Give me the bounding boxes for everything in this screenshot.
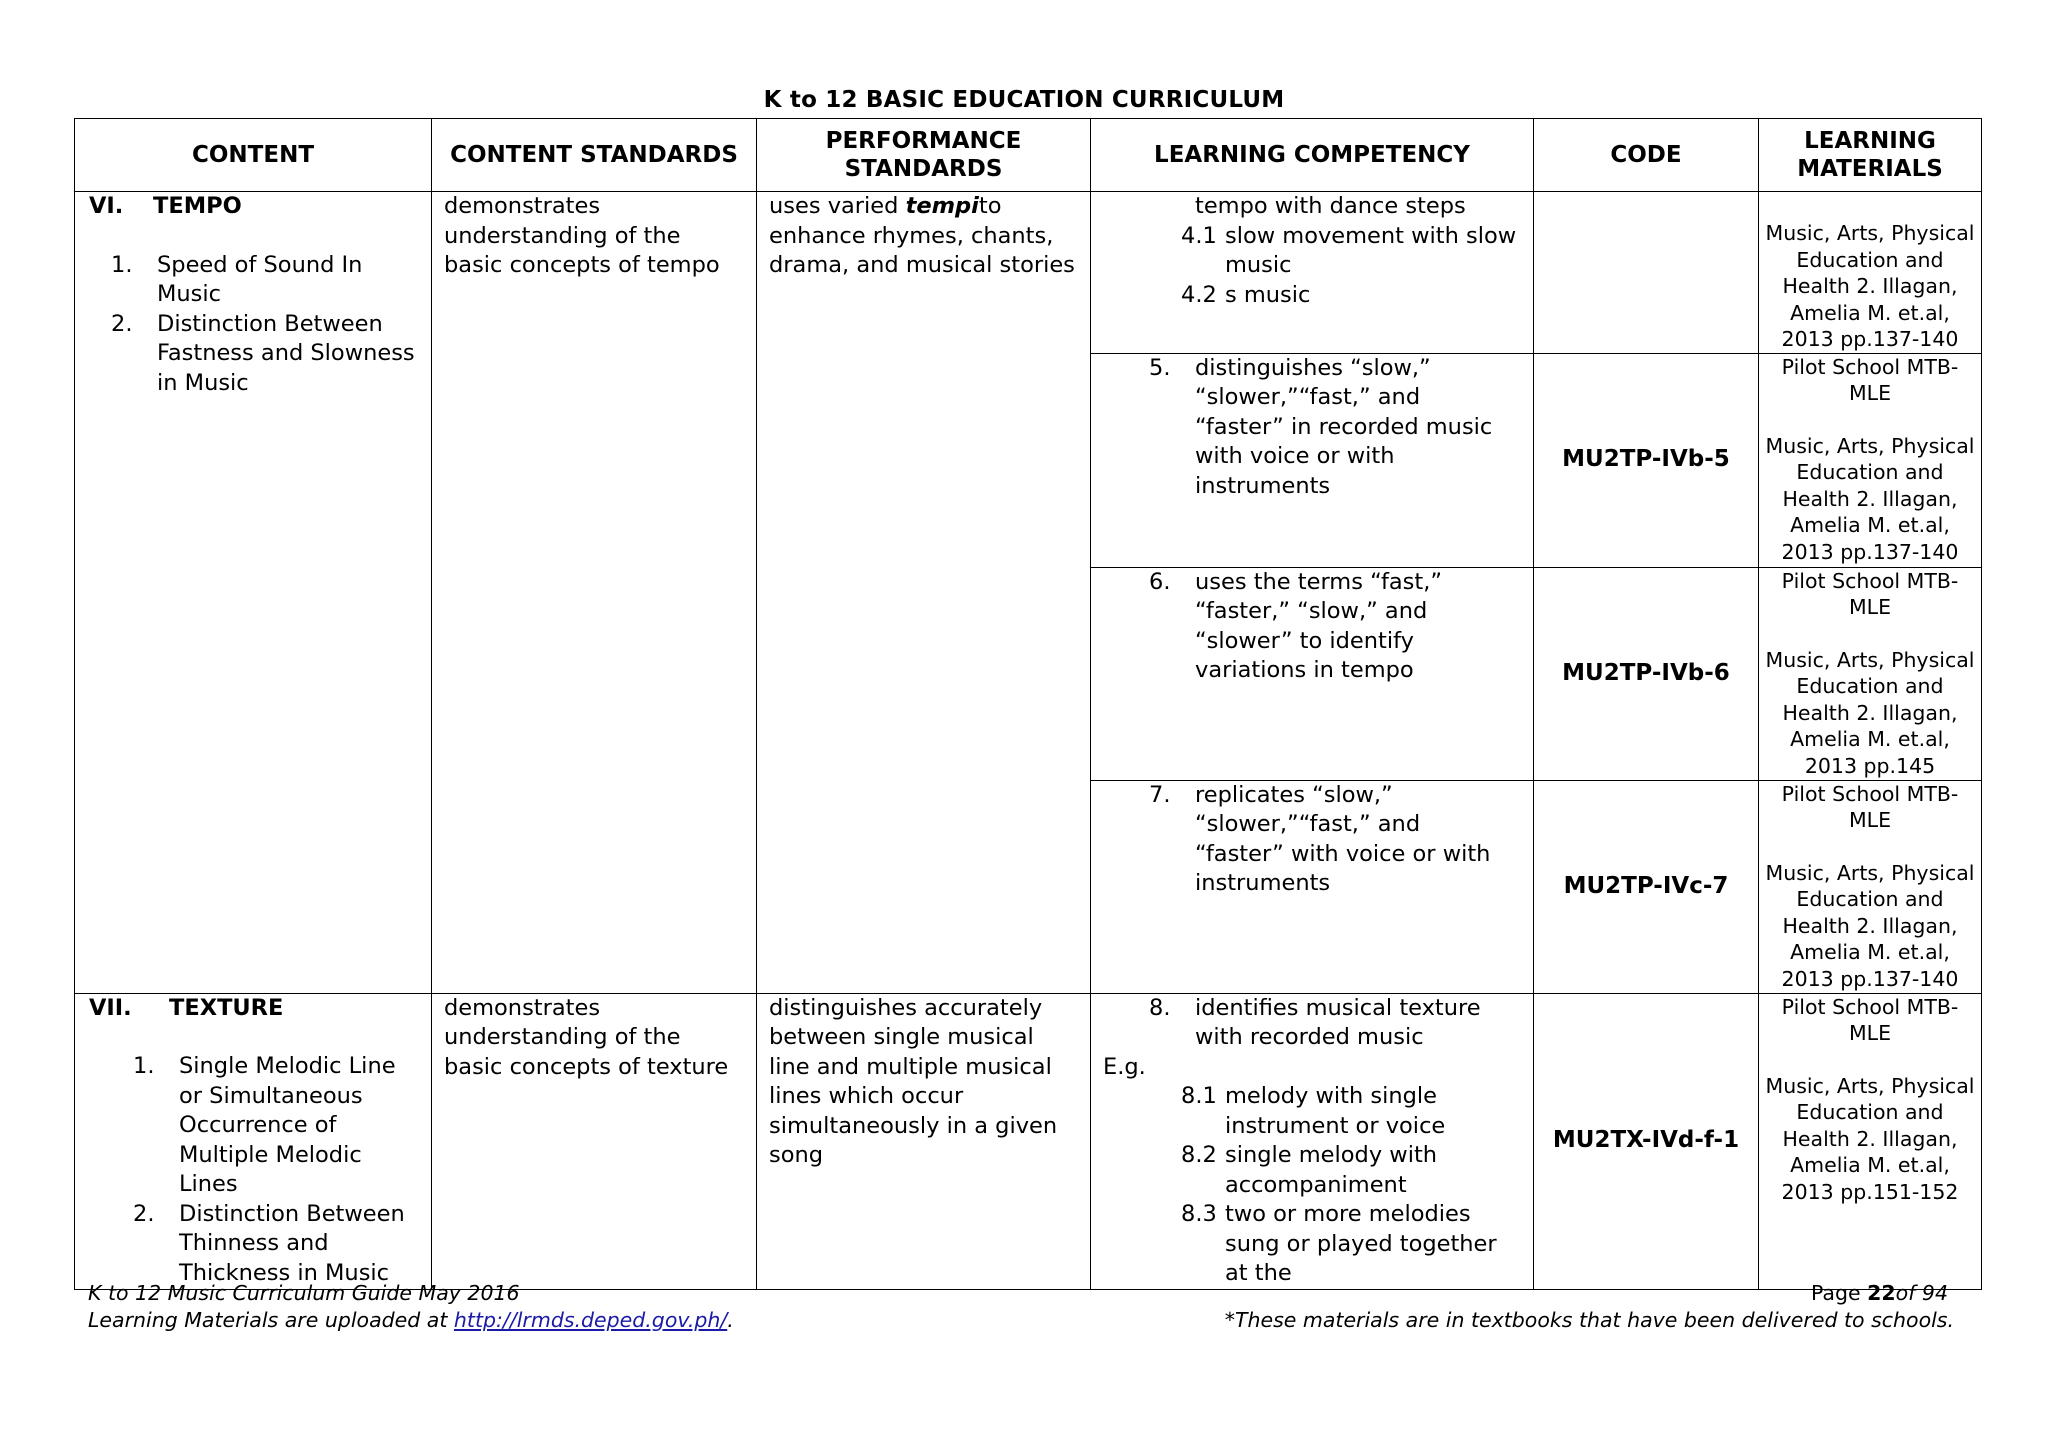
guide-name: K to 12 Music Curriculum Guide May 2016	[88, 1281, 520, 1305]
uploaded-note: Learning Materials are uploaded at http://lrmds.deped.gov.ph/.	[88, 1308, 734, 1332]
list-item: 2. Distinction Between Thinness and Thickness in Music	[133, 1200, 405, 1286]
footer-right	[1225, 1280, 1954, 1334]
topic-list	[89, 251, 419, 399]
content-cell-texture	[75, 993, 432, 1289]
materials-cell: Pilot School MTB- MLE Music, Arts, Physical Education and Health 2. Illagan, Amelia M. et.al, 2013 pp.137-140	[1759, 780, 1982, 993]
sub-competency: 4.2 s music	[1181, 281, 1311, 308]
sub-competency: 8.3 two or more melodies sung or played together at the	[1181, 1201, 1497, 1286]
list-item: 1. Speed of Sound In Music	[111, 251, 363, 307]
materials-cell: Pilot School MTB- MLE Music, Arts, Physical Education and Health 2. Illagan, Amelia M. et.al, 2013 pp.145	[1759, 567, 1982, 780]
competency-cell: tempo with dance steps 4.1 slow movement with slow music 4.2 s music	[1091, 192, 1534, 354]
materials-cell: Pilot School MTB- MLE Music, Arts, Physical Education and Health 2. Illagan, Amelia M. et.al, 2013 pp.151-152	[1759, 993, 1982, 1289]
content-standard-tempo: demonstrates understanding of the basic concepts of tempo	[432, 192, 757, 994]
header-code: CODE	[1534, 119, 1759, 192]
content-standard-texture: demonstrates understanding of the basic concepts of texture	[432, 993, 757, 1289]
section-name: TEMPO	[153, 193, 242, 219]
section-number: VI.	[89, 193, 124, 219]
section-name: TEXTURE	[169, 994, 284, 1021]
header-row	[75, 119, 1982, 192]
example-label: E.g.	[1103, 1053, 1146, 1080]
competency-cell: 8. identifies musical texture with recorded music E.g. 8.1 melody with single instrument or voice 8.2 single melody with accompaniment 8.3 two or more melodies sung or played together at the	[1091, 993, 1534, 1289]
topic-list	[89, 1052, 419, 1288]
code-cell: MU2TP-IVb-6	[1534, 567, 1759, 780]
sub-competency: 4.1 slow movement with slow music	[1181, 222, 1517, 278]
header-learning-materials	[1759, 119, 1982, 192]
lrmds-link[interactable]: http://lrmds.deped.gov.ph/	[453, 1308, 728, 1332]
materials-cell: Pilot School MTB- MLE Music, Arts, Physical Education and Health 2. Illagan, Amelia M. et.al, 2013 pp.137-140	[1759, 353, 1982, 567]
curriculum-table	[74, 118, 1982, 1290]
header-learning-competency: LEARNING COMPETENCY	[1091, 119, 1534, 192]
materials-note: *These materials are in textbooks that have been delivered to schools.	[1224, 1308, 1954, 1332]
sub-competency: 8.2 single melody with accompaniment	[1181, 1142, 1438, 1198]
competency-cell: 7. replicates “slow,” “slower,”“fast,” and “faster” with voice or with instruments	[1091, 780, 1534, 993]
competency-cell: 5. distinguishes “slow,” “slower,”“fast,” and “faster” in recorded music with voice or with instruments	[1091, 353, 1534, 567]
header-content-standards: CONTENT STANDARDS	[432, 119, 757, 192]
section-number: VII.	[89, 994, 132, 1021]
content-cell-tempo	[75, 192, 432, 994]
competency-cell: 6. uses the terms “fast,” “faster,” “slow,” and “slower” to identify variations in tempo	[1091, 567, 1534, 780]
header-performance-line2: STANDARDS	[844, 156, 1003, 182]
code-cell: MU2TP-IVb-5	[1534, 353, 1759, 567]
header-performance-standards	[757, 119, 1091, 192]
table-row	[75, 993, 1982, 1289]
emphasis-tempi: tempi	[905, 193, 979, 219]
code-cell	[1534, 192, 1759, 354]
code-cell: MU2TP-IVc-7	[1534, 780, 1759, 993]
materials-cell: Music, Arts, Physical Education and Health 2. Illagan, Amelia M. et.al, 2013 pp.137-140	[1759, 192, 1982, 354]
section-title-tempo	[89, 192, 419, 222]
table-row	[75, 192, 1982, 354]
sub-competency: 8.1 melody with single instrument or voice	[1181, 1083, 1446, 1139]
list-item: 2. Distinction Between Fastness and Slowness in Music	[111, 310, 415, 396]
header-materials-line2: MATERIALS	[1797, 156, 1943, 182]
document-title: K to 12 BASIC EDUCATION CURRICULUM	[763, 87, 1285, 113]
code-cell: MU2TX-IVd-f-1	[1534, 993, 1759, 1289]
header-content: CONTENT	[75, 119, 432, 192]
performance-standard-texture: distinguishes accurately between single musical line and multiple musical lines which occur simultaneously in a given song	[757, 993, 1091, 1289]
footer-left	[88, 1280, 734, 1334]
header-performance-line1: PERFORMANCE	[825, 128, 1022, 154]
section-title-texture	[89, 994, 419, 1024]
list-item: 1. Single Melodic Line or Simultaneous Occurrence of Multiple Melodic Lines	[133, 1053, 396, 1197]
performance-standard-tempo: uses varied tempito enhance rhymes, chants, drama, and musical stories	[757, 192, 1091, 994]
header-materials-line1: LEARNING	[1804, 128, 1936, 154]
page-number: Page 22of 94	[1810, 1281, 1948, 1305]
